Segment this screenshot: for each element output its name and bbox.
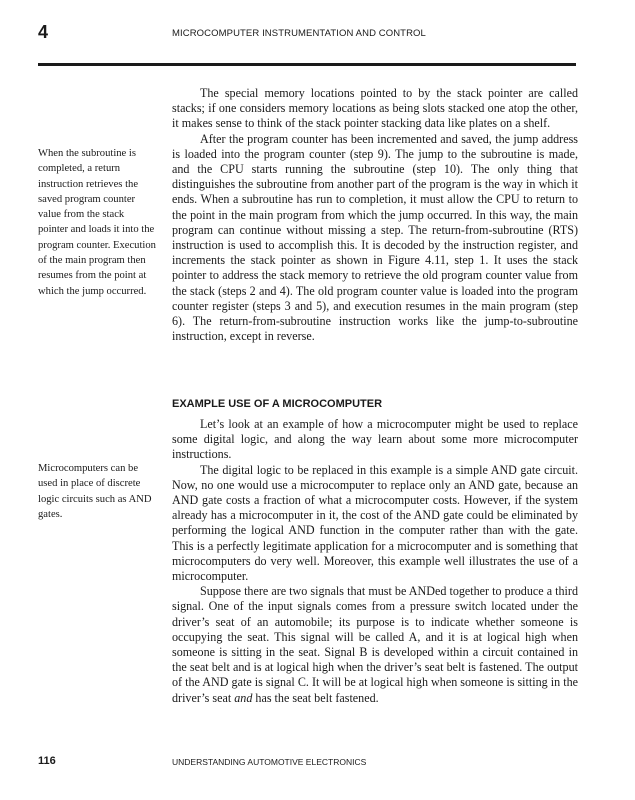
margin-note-and-gates: Microcomputers can be used in place of discrete logic circuits such as AND gates. [38,463,152,520]
paragraph-subroutine-return: After the program counter has been incremented and saved, the jump address is loaded into the program counter (step 9). The jump to the subroutine is made, and the CPU starts running the subroutine (step 10). The only thing that distinguishes the subroutine from another part of the program is the way in which it ends. When a subroutine has run to completion, it must allow the CPU to return to the point in the main program from which the jump occurred. In this way, the main program can continue without missing a step. The return-from-subroutine (RTS) instruction is used to accomplish this. It is decoded by the instruction register, and increments the stack pointer as shown in Figure 4.11, step 1. It uses the stack pointer to address the stack memory to retrieve the old program counter value from the stack (steps 2 and 4). The old program counter value is loaded into the program counter register (steps 3 and 5), and execution resumes in the main program (step 6). The return-from-subroutine instruction works like the jump-to-subroutine instruction, except in reverse. [172,131,578,344]
chapter-number: 4 [38,22,49,42]
body-text-top [172,86,578,344]
footer-book-title: UNDERSTANDING AUTOMOTIVE ELECTRONICS [172,757,367,767]
header-rule [38,63,576,66]
paragraph-seat-belt [172,584,578,706]
paragraph-stacks: The special memory locations pointed to by the stack pointer are called stacks; if one considers memory locations as being slots stacked one atop the other, it makes sense to think of the stack pointer stacking data like plates on a shelf. [172,86,578,131]
margin-note-return-instruction: When the subroutine is completed, a return instruction retrieves the saved program counter value from the stack pointer and loads it into the program counter. Execution of the main program then resumes from the point at which the jump occurred. [38,148,156,297]
emphasis-and: and [234,690,253,705]
body-text-bottom [172,417,578,706]
paragraph-example-intro: Let’s look at an example of how a microcomputer might be used to replace some digital logic, and along the way learn about some more microcomputer instructions. [172,417,578,462]
section-heading: EXAMPLE USE OF A MICROCOMPUTER [172,398,383,410]
seat-belt-text-end: has the seat belt fastened. [252,690,379,705]
page-number: 116 [38,755,56,767]
paragraph-and-gate: The digital logic to be replaced in this example is a simple AND gate circuit. Now, no one would use a microcomputer to replace only an AND gate, because an AND gate costs a fraction of what a microcomputer costs. However, if the system already has a microcomputer in it, the cost of the AND gate could be eliminated by performing the logical AND function in the computer rather than with the gate. This is a perfectly legitimate application for a microcomputer and is something that microcomputers do very well. Moreover, this example well illustrates the use of a microcomputer. [172,462,578,584]
seat-belt-text-start: Suppose there are two signals that must be ANDed together to produce a third signal. One of the input signals comes from a pressure switch located under the driver’s seat of an automobile; its purpose is to indicate whether someone is occupying the seat. This signal will be called A, and it is at logical high when someone is sitting in the seat. Signal B is developed within a circuit contained in the seat belt and is at logical high when the driver’s seat belt is fastened. The output of the AND gate is signal C. It will be at logical high when someone is sitting in the driver’s seat [172,584,578,705]
running-title: MICROCOMPUTER INSTRUMENTATION AND CONTROL [172,28,426,39]
